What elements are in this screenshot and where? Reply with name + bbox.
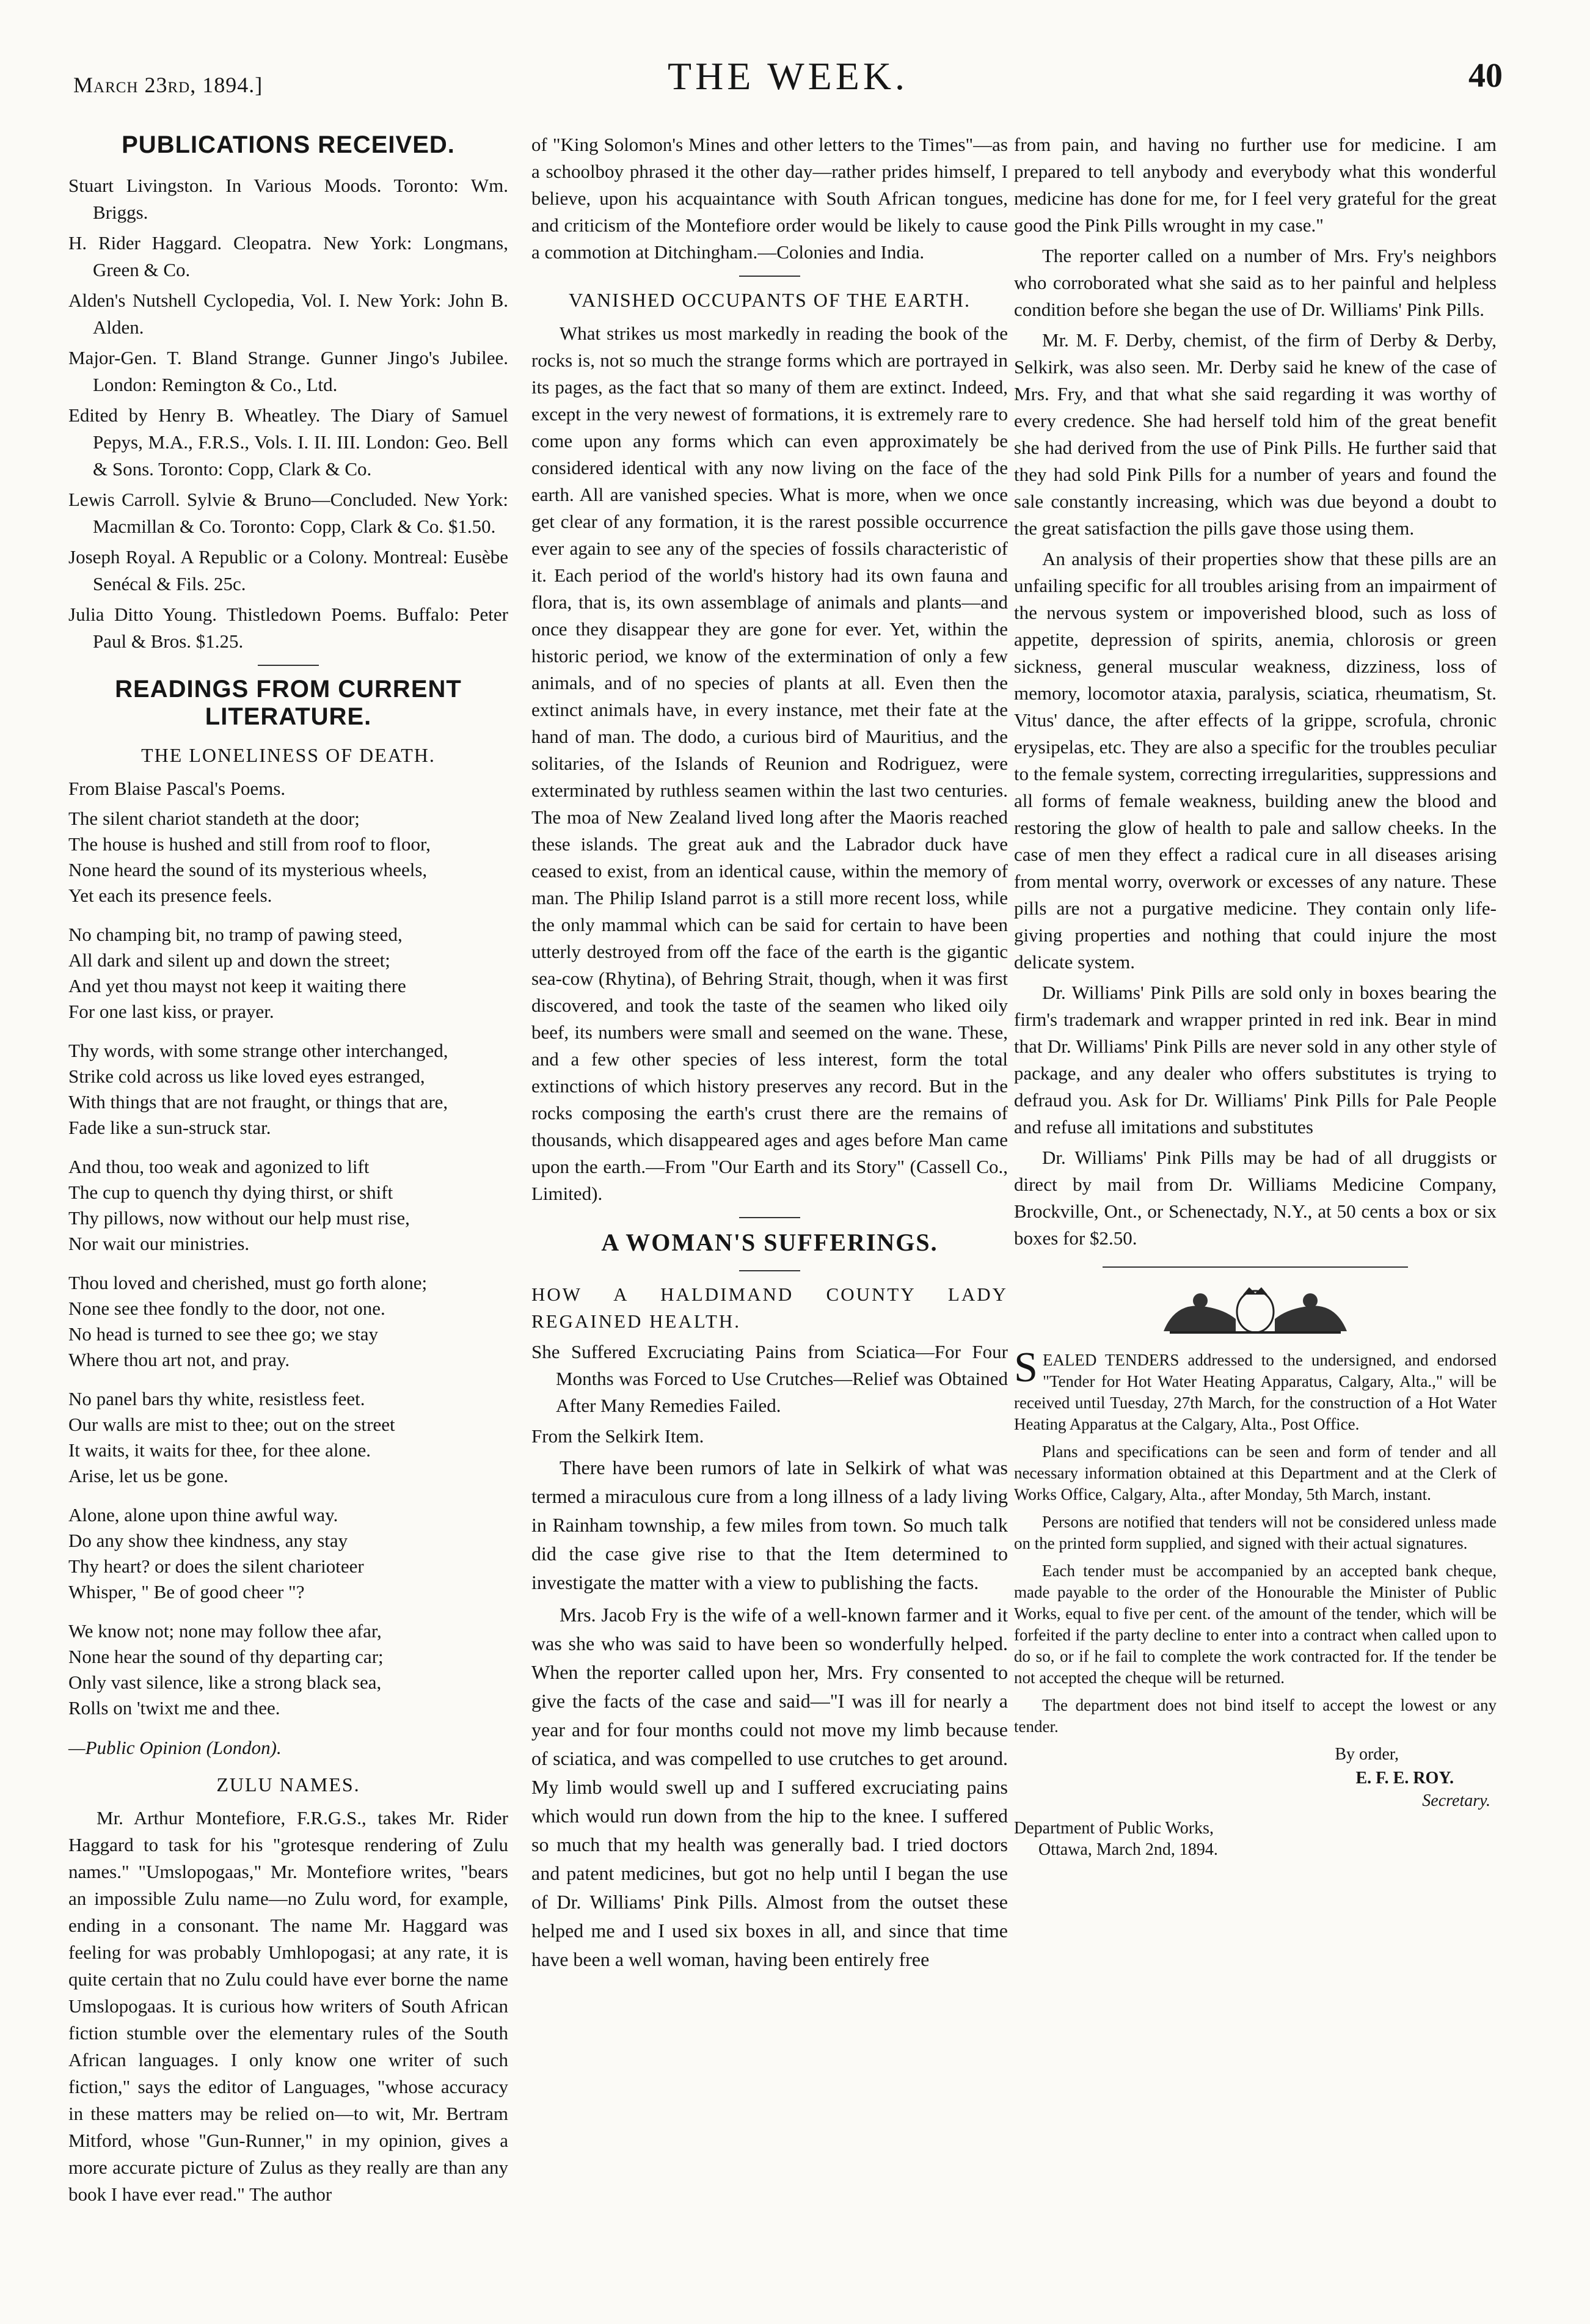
source-line: From the Selkirk Item. <box>531 1425 704 1447</box>
womans-sufferings-summary: She Suffered Excruciating Pains from Sciatica—For Four Months was Forced to Use Crutches—Relief was Obtained After Many Remedies Failed. <box>531 1341 1008 1416</box>
publication-entry: Stuart Livingston. In Various Moods. Toronto: Wm. Briggs. <box>68 175 508 223</box>
zulu-names-title: ZULU NAMES. <box>216 1774 360 1796</box>
womans-sufferings-subtitle: HOW A HALDIMAND COUNTY LADY REGAINED HEALTH. <box>531 1284 1008 1332</box>
publications-list <box>68 172 508 655</box>
vanished-occupants-paragraph: What strikes us most markedly in reading the book of the rocks is, not so much the strange forms which are portrayed in its pages, as the fact that so many of them are extinct. Indeed, except in the very newest of formations, it is extremely rare to come upon any forms which can even approximately be considered identical with any now living on the face of the earth. All are vanished species. What is more, when we once get clear of any formation, it is the rarest possible occurrence ever again to see any of the species of fossils characteristic of it. Each period of the world's history had its own fauna and flora, that is, its own assemblage of animals and plants—and once they disappear they are gone for ever. Yet, within the historic period, we know of the extermination of only a few animals, and of no species of plants at all. Even then the extinct animals have, in every instance, met their fate at the hand of man. The dodo, a curious bird of Mauritius, and the solitaries, of the Islands of Reunion and Rodriguez, were exterminated by ruthless seamen within the last two centuries. The moa of New Zealand lived long after the Maoris reached these islands. The great auk and the Labrador duck have ceased to exist, from an identical cause, within the memory of man. The Philip Island parrot is a still more recent loss, while the only mammal which can be said for certain to have been utterly destroyed from off the face of the earth is the gigantic sea-cow (Rhytina), of Behring Strait, though, when it was first discovered, and took the taste of the seamen who liked oily beef, its numbers were small and seemed on the wane. These, and a few other species of less interest, form the total extinctions of which history preserves any record. But in the rocks composing the earth's crust there are the remains of thousands, which disappeared ages and ages before Man came upon the earth.—From "Our Earth and its Story" (Cassell Co., Limited). <box>531 323 1008 1204</box>
royal-crest-icon <box>1127 1282 1384 1337</box>
poem-line: All dark and silent up and down the street; <box>68 949 390 971</box>
publication-entry: Alden's Nutshell Cyclopedia, Vol. I. New York: John B. Alden. <box>68 290 508 338</box>
poem-credit: From Blaise Pascal's Poems. <box>68 778 286 799</box>
poem-line: None heard the sound of its mysterious wheels, <box>68 859 428 880</box>
newspaper-title: THE WEEK. <box>667 54 909 98</box>
zulu-names-paragraph: Mr. Arthur Montefiore, F.R.G.S., takes Mr. Rider Haggard to task for his "grotesque rendering of Zulu names." "Umslopogaas," Mr. Montefiore writes, "bears an impossible Zulu name—no Zulu word, for example, ending in a consonant. The name Mr. Haggard was feeling for was probably Umhlopogasi; at any rate, it is quite certain that no Zulu could have ever borne the name Umslopogaas. It is curious how writers of South African fiction stumble over the elementary rules of the South African languages. I only know one writer of such fiction," says the editor of Languages, "whose accuracy in these matters may be relied on—to wit, Mr. Bertram Mitford, whose "Gun-Runner," in my opinion, gives a more accurate picture of Zulus as they really are than any book I have ever read." The author <box>68 1807 508 2205</box>
poem-line: The silent chariot standeth at the door; <box>68 808 360 829</box>
publication-entry: Julia Ditto Young. Thistledown Poems. Buffalo: Peter Paul & Bros. $1.25. <box>68 604 508 652</box>
poem-line: Strike cold across us like loved eyes estranged, <box>68 1065 425 1087</box>
tender-role: Secretary. <box>1422 1791 1490 1810</box>
poem-line: No head is turned to see thee go; we stay <box>68 1323 379 1345</box>
poem-title: THE LONELINESS OF DEATH. <box>141 744 436 766</box>
tender-department: Department of Public Works, <box>1014 1819 1214 1838</box>
poem-line: Rolls on 'twixt me and thee. <box>68 1697 280 1719</box>
tender-paragraph: SEALED TENDERS addressed to the undersigned, and endorsed "Tender for Hot Water Heating Apparatus, Calgary, Alta.," will be received until Tuesday, 27th March, for the construction of a Hot Water Heating Apparatus at the Calgary, Alta., Post Office. <box>1014 1344 1497 1433</box>
poem-line: Do any show thee kindness, any stay <box>68 1530 348 1551</box>
publication-entry: H. Rider Haggard. Cleopatra. New York: Longmans, Green & Co. <box>68 232 508 280</box>
section-divider <box>739 1217 800 1218</box>
poem-line: Thou loved and cherished, must go forth alone; <box>68 1272 428 1293</box>
vanished-occupants-title: VANISHED OCCUPANTS OF THE EARTH. <box>568 289 971 311</box>
publications-heading: PUBLICATIONS RECEIVED. <box>122 131 455 158</box>
poem-line: Arise, let us be gone. <box>68 1465 228 1486</box>
article-paragraph: Mr. M. F. Derby, chemist, of the firm of Derby & Derby, Selkirk, was also seen. Mr. Derby said he knew of the case of Mrs. Fry, and that what she said regarding it was worthy of every credence. She had herself told him of the great benefit she had derived from the use of Pink Pills. He further said that they had sold Pink Pills for a number of years and found the sale constantly increasing, which was due beyond a doubt to the great satisfaction the pills gave those using them. <box>1014 329 1497 539</box>
poem-stanza <box>68 1618 508 1721</box>
zulu-names-continued: of "King Solomon's Mines and other letters to the Times"—as a schoolboy phrased it the other day—rather prides himself, I believe, upon his acquaintance with South African tongues, and criticism of the Montefiore order would be likely to cause a commotion at Ditchingham.—Colonies and India. <box>531 134 1008 263</box>
poem-line: None hear the sound of thy departing car; <box>68 1646 384 1667</box>
page-number: 40 <box>1468 57 1503 95</box>
column-3 <box>1014 131 1497 1860</box>
poem-line: Where thou art not, and pray. <box>68 1349 290 1370</box>
poem-stanza <box>68 1502 508 1605</box>
masthead <box>73 54 1503 121</box>
publication-entry: Edited by Henry B. Wheatley. The Diary of Samuel Pepys, M.A., F.R.S., Vols. I. II. III. London: Geo. Bell & Sons. Toronto: Copp, Clark & Co. <box>68 404 508 480</box>
poem-line: Alone, alone upon thine awful way. <box>68 1504 338 1526</box>
section-divider <box>739 1270 800 1271</box>
tender-paragraph: Each tender must be accompanied by an accepted bank cheque, made payable to the order of the Honourable the Minister of Public Works, equal to five per cent. of the amount of the tender, which will be forfeited if the party decline to enter into a contract when called upon to do so, or if he fail to complete the work contracted for. If the tender be not accepted the cheque will be returned. <box>1014 1562 1497 1687</box>
publication-entry: Joseph Royal. A Republic or a Colony. Montreal: Eusèbe Senécal & Fils. 25c. <box>68 546 508 594</box>
poem-line: Thy words, with some strange other interchanged, <box>68 1040 448 1061</box>
article-paragraph: from pain, and having no further use for medicine. I am prepared to tell anybody and everybody what this wonderful medicine has done for me, for I feel very grateful for the great good the Pink Pills wrought in my case." <box>1014 134 1497 236</box>
poem-line: None see thee fondly to the door, not one. <box>68 1298 385 1319</box>
poem-stanza <box>68 922 508 1025</box>
poem-line: Thy heart? or does the silent charioteer <box>68 1555 364 1577</box>
poem-stanza <box>68 1270 508 1373</box>
publication-entry: Lewis Carroll. Sylvie & Bruno—Concluded. New York: Macmillan & Co. Toronto: Copp, Clark & Co. $1.50. <box>68 489 508 537</box>
publication-entry: Major-Gen. T. Bland Strange. Gunner Jingo's Jubilee. London: Remington & Co., Ltd. <box>68 347 508 395</box>
poem-line: With things that are not fraught, or things that are, <box>68 1091 448 1113</box>
poem-line: Fade like a sun-struck star. <box>68 1117 271 1138</box>
poem-line: And thou, too weak and agonized to lift <box>68 1156 370 1177</box>
section-divider <box>739 276 800 277</box>
article-paragraph: An analysis of their properties show that these pills are an unfailing specific for all troubles arising from an impairment of the nervous system or impoverished blood, such as loss of appetite, depression of spirits, anemia, chlorosis or green sickness, general muscular weakness, dizziness, loss of memory, locomotor ataxia, paralysis, sciatica, rheumatism, St. Vitus' dance, the after effects of la grippe, scrofula, chronic erysipelas, etc. They are also a specific for the troubles peculiar to the female system, correcting irregularities, suppressions and all forms of female weakness, building anew the blood and restoring the glow of health to pale and sallow cheeks. In the case of men they effect a radical cure in all diseases arising from mental worry, overwork or excesses of any nature. These pills are not a purgative medicine. They contain only life-giving properties and nothing that could injure the most delicate system. <box>1014 548 1497 973</box>
poem-line: For one last kiss, or prayer. <box>68 1001 274 1022</box>
poem-line: And yet thou mayst not keep it waiting there <box>68 975 406 996</box>
tender-signatory: E. F. E. ROY. <box>1355 1769 1454 1788</box>
tender-by-order: By order, <box>1335 1745 1399 1764</box>
poem-line: Thy pillows, now without our help must rise, <box>68 1207 410 1229</box>
column-2 <box>531 131 1008 1978</box>
poem-line: No panel bars thy white, resistless feet. <box>68 1388 365 1409</box>
poem-stanza <box>68 1038 508 1141</box>
poem-line: Nor wait our ministries. <box>68 1233 250 1254</box>
poem-stanza <box>68 806 508 908</box>
poem-line: The cup to quench thy dying thirst, or shift <box>68 1182 393 1203</box>
tender-paragraph: Plans and specifications can be seen and form of tender and all necessary information obtained at this Department and at the Clerk of Works Office, Calgary, Alta., after Monday, 5th March, instant. <box>1014 1442 1497 1504</box>
poem-line: Our walls are mist to thee; out on the street <box>68 1414 395 1435</box>
section-divider <box>1103 1266 1408 1268</box>
article-paragraph: The reporter called on a number of Mrs. Fry's neighbors who corroborated what she said as to her painful and helpless condition before she began the use of Dr. Williams' Pink Pills. <box>1014 245 1497 320</box>
poem-line: Only vast silence, like a strong black sea, <box>68 1672 382 1693</box>
article-paragraph: Dr. Williams' Pink Pills may be had of all druggists or direct by mail from Dr. Williams Medicine Company, Brockville, Ont., or Schenectady, N.Y., at 50 cents a box or six boxes for $2.50. <box>1014 1147 1497 1249</box>
poem-stanza <box>68 1386 508 1489</box>
poem-line: Whisper, " Be of good cheer "? <box>68 1581 305 1602</box>
issue-date: March 23rd, 1894.] <box>73 73 263 97</box>
poem-stanza <box>68 1154 508 1257</box>
tender-notice <box>1014 1344 1497 1860</box>
article-paragraph: There have been rumors of late in Selkirk of what was termed a miraculous cure from a long illness of a lady living in Rainham township, a few miles from town. So much talk did the case give rise to that the Item determined to investigate the matter with a view to publishing the facts. <box>531 1456 1008 1593</box>
article-paragraph: Mrs. Jacob Fry is the wife of a well-known farmer and it was she who was said to have been so wonderfully helped. When the reporter called upon her, Mrs. Fry consented to give the facts of the case and said—"I was ill for nearly a year and for four months could not move my limb because of sciatica, and was compelled to use crutches to get around. My limb would swell up and I suffered excruciating pains which would run down from the hip to the knee. I suffered so much that my health was generally bad. I tried doctors and patent medicines, but got no help until I began the use of Dr. Williams' Pink Pills. Almost from the outset these helped me and I used six boxes in all, and since that time have been a well woman, having been entirely free <box>531 1604 1008 1970</box>
poem-line: We know not; none may follow thee afar, <box>68 1620 382 1642</box>
poem-line: The house is hushed and still from roof to floor, <box>68 833 431 855</box>
tender-date: Ottawa, March 2nd, 1894. <box>1038 1840 1218 1859</box>
womans-sufferings-title: A WOMAN'S SUFFERINGS. <box>601 1229 938 1256</box>
section-divider <box>258 665 319 666</box>
poem-line: No champing bit, no tramp of pawing steed, <box>68 924 403 945</box>
poem-line: Yet each its presence feels. <box>68 885 272 906</box>
column-1 <box>68 131 508 2212</box>
poem-attribution: —Public Opinion (London). <box>68 1737 282 1758</box>
readings-heading: READINGS FROM CURRENT LITERATURE. <box>115 676 462 730</box>
poem-line: It waits, it waits for thee, for thee alone. <box>68 1439 371 1461</box>
tender-paragraph: Persons are notified that tenders will not be considered unless made on the printed form supplied, and signed with their actual signatures. <box>1014 1513 1497 1552</box>
article-paragraph: Dr. Williams' Pink Pills are sold only in boxes bearing the firm's trademark and wrapper printed in red ink. Bear in mind that Dr. Williams' Pink Pills are never sold in any other style of package, and any dealer who offers substitutes is trying to defraud you. Ask for Dr. Williams' Pink Pills for Pale People and refuse all imitations and substitutes <box>1014 982 1497 1138</box>
tender-paragraph: The department does not bind itself to accept the lowest or any tender. <box>1014 1696 1497 1736</box>
